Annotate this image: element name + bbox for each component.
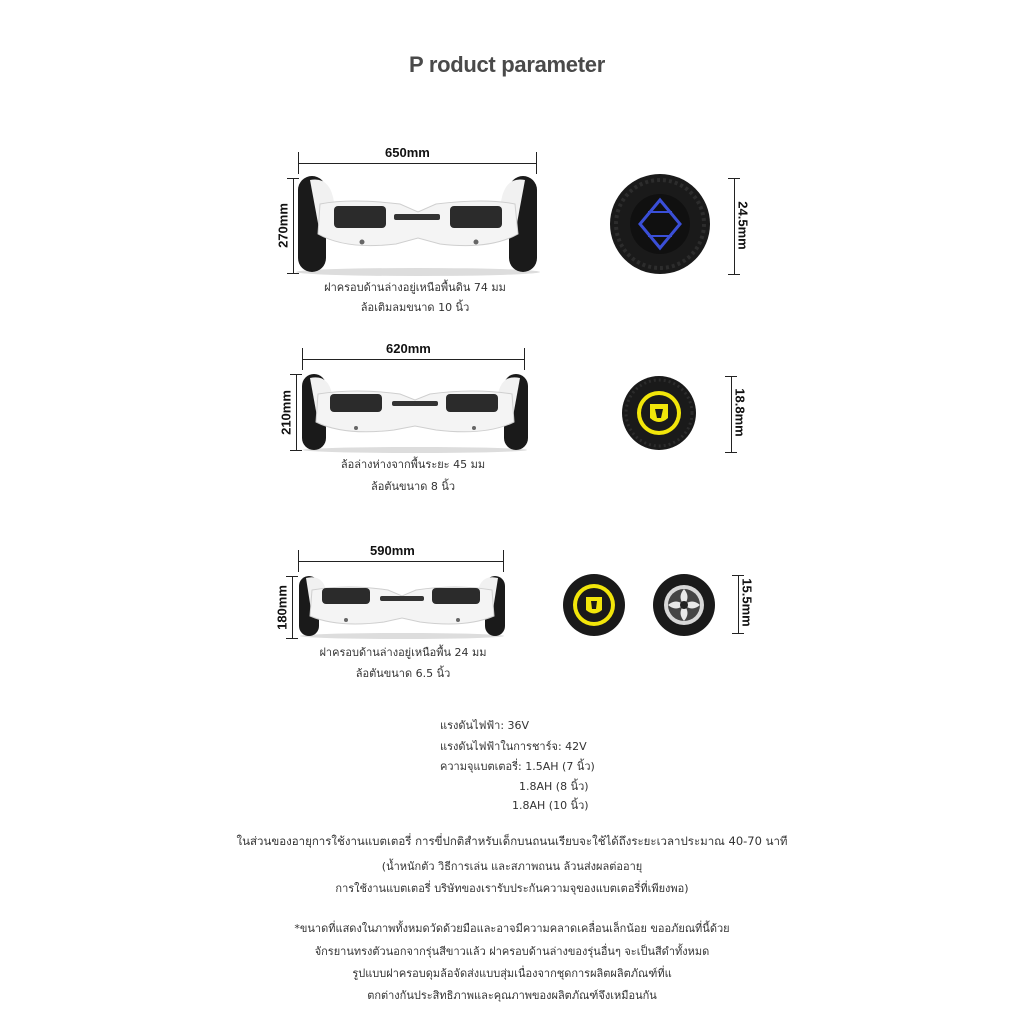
wheel-6-5-alloy-image [651,572,717,638]
spec-charge-voltage: แรงดันไฟฟ้าในการชาร์จ: 42V [440,740,587,753]
wheel-6-5-solid-image [561,572,627,638]
disclaimer-line: ตกต่างกันประสิทธิภาพและคุณภาพของผลิตภัณฑ์จึงเหมือนกัน [367,989,657,1002]
width-line [299,561,503,562]
caption-clearance: ล้อล่างห่างจากพื้นระยะ 45 มม [340,458,486,471]
width-tick-right [536,152,537,174]
wheel-tick-top [732,575,744,576]
height-line [292,576,293,638]
disclaimer-line: *ขนาดที่แสดงในภาพทั้งหมดวัดด้วยมือและอาจมีความคลาดเคลื่อนเล็กน้อย ขออภัยณที่นี้ด้วย [294,922,730,935]
caption-wheel-size: ล้อตันขนาด 6.5 นิ้ว [355,667,451,680]
width-label: 590mm [370,543,415,558]
width-line [299,163,536,164]
usage-line: ในส่วนของอายุการใช้งานแบตเตอรี่ การขี่ปกติสำหรับเด็กบนถนนเรียบจะใช้ได้ถึงระยะเวลาประมาณ 40-70 นาที [236,834,788,848]
hoverboard-6-5-image [294,572,510,640]
wheel-height-label: 15.5mm [739,578,755,627]
wheel-tick-top [725,376,737,377]
wheel-8-image [620,374,698,452]
spec-battery-10: 1.8AH (10 นิ้ว) [512,799,589,812]
wheel-10-image [608,172,712,276]
wheel-tick-bottom [728,274,740,275]
page-title: P roduct parameter [409,52,605,77]
hoverboard-8-image [296,370,534,454]
disclaimer-line: รูปแบบฝาครอบดุมล้อจัดส่งแบบสุ่มเนื่องจากชุดการผลิตผลิตภัณฑ์ที่แ [352,967,672,980]
width-tick-right [524,348,525,370]
caption-clearance: ฝาครอบด้านล่างอยู่เหนือพื้นดิน 74 มม [324,281,506,294]
spec-battery: ความจุแบตเตอรี่: 1.5AH (7 นิ้ว) [440,760,595,773]
hoverboard-10-image [290,172,545,278]
wheel-tick-top [728,178,740,179]
caption-clearance: ฝาครอบด้านล่างอยู่เหนือพื้น 24 มม [319,646,487,659]
wheel-height-label: 18.8mm [732,388,748,437]
usage-line: (น้ำหนักตัว วิธีการเล่น และสภาพถนน ล้วนส่งผลต่ออายุ [381,860,643,873]
height-label: 180mm [274,585,290,630]
caption-wheel-size: ล้อเติมลมขนาด 10 นิ้ว [360,301,470,314]
caption-wheel-size: ล้อตันขนาด 8 นิ้ว [370,480,456,493]
spec-voltage: แรงดันไฟฟ้า: 36V [440,719,530,732]
height-label: 210mm [278,390,294,435]
width-label: 650mm [385,145,430,160]
wheel-height-label: 24.5mm [735,201,751,250]
width-label: 620mm [386,341,431,356]
width-line [303,359,524,360]
width-tick-right [503,550,504,572]
spec-battery-8: 1.8AH (8 นิ้ว) [519,780,589,793]
disclaimer-line: จักรยานทรงตัวนอกจากรุ่นสีขาวแล้ว ฝาครอบด้านล่างของรุ่นอื่นๆ จะเป็นสีดำทั้งหมด [314,945,710,958]
wheel-tick-bottom [725,452,737,453]
wheel-tick-bottom [732,633,744,634]
usage-line: การใช้งานแบตเตอรี่ บริษัทของเรารับประกันความจุของแบตเตอรี่ที่เพียงพอ) [335,882,689,895]
height-label: 270mm [275,203,291,248]
